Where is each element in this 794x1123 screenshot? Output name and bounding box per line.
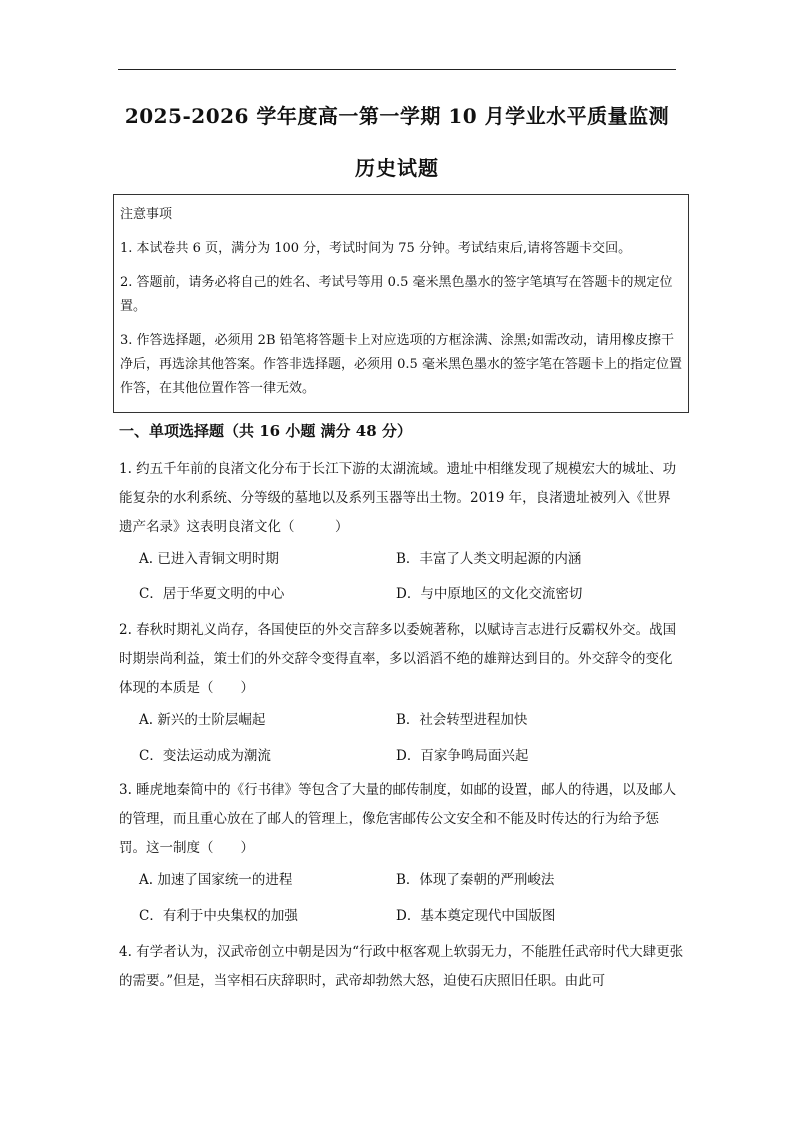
- option-d: D．百家争鸣局面兴起: [396, 748, 529, 764]
- question-stem: 3. 睡虎地秦简中的《行书律》等包含了大量的邮传制度，如邮的设置，邮人的待遇，以及邮人的管理，而且重心放在了邮人的管理上，像危害邮传公文安全和不能及时传达的行为给予惩罚。这一制度（ ）: [119, 782, 677, 856]
- section-title: 一、单项选择题（共 16 小题 满分 48 分）: [119, 422, 412, 440]
- option-b: B．体现了秦朝的严刑峻法: [396, 872, 555, 888]
- question-stem: 2. 春秋时期礼义尚存，各国使臣的外交言辞多以委婉著称，以赋诗言志进行反霸权外交。战国时期崇尚利益，策士们的外交辞令变得直率，多以滔滔不绝的雄辩达到目的。外交辞令的变化体现的本质是（ ）: [119, 622, 677, 696]
- option-a: A. 新兴的士阶层崛起: [139, 712, 266, 728]
- option-a: A. 已进入青铜文明时期: [139, 551, 279, 567]
- option-c: C．居于华夏文明的中心: [139, 586, 285, 602]
- exam-title: 2025-2026 学年度高一第一学期 10 月学业水平质量监测: [124, 104, 670, 128]
- option-d: D．与中原地区的文化交流密切: [396, 586, 583, 602]
- option-c: C．有利于中央集权的加强: [139, 908, 298, 924]
- notice-item: 3. 作答选择题，必须用 2B 铅笔将答题卡上对应选项的方框涂满、涂黑;如需改动，请用橡皮擦干净后，再选涂其他答案。作答非选择题，必须用 0.5 毫米黑色墨水的签字笔在答题卡上的指定位置作答，在其他位置作答一律无效。: [120, 333, 682, 396]
- header-rule: [118, 69, 676, 70]
- option-c: C．变法运动成为潮流: [139, 748, 271, 764]
- option-d: D．基本奠定现代中国版图: [396, 908, 556, 924]
- notice-item: 1. 本试卷共 6 页，满分为 100 分，考试时间为 75 分钟。考试结束后,请将答题卡交回。: [120, 241, 632, 256]
- notice-box: [113, 194, 689, 413]
- exam-subject-title: 历史试题: [355, 156, 439, 180]
- notice-title: 注意事项: [120, 207, 173, 222]
- option-b: B．社会转型进程加快: [396, 712, 528, 728]
- notice-item: 2. 答题前，请务必将自己的姓名、考试号等用 0.5 毫米黑色墨水的签字笔填写在答题卡的规定位置。: [120, 275, 673, 314]
- question-stem: 1. 约五千年前的良渚文化分布于长江下游的太湖流域。遗址中相继发现了规模宏大的城址、功能复杂的水利系统、分等级的墓地以及系列玉器等出土物。2019 年，良渚遗址被列入《世界遗产名录》这表明良渚文化（ ）: [119, 461, 677, 535]
- option-a: A. 加速了国家统一的进程: [139, 872, 293, 888]
- option-b: B．丰富了人类文明起源的内涵: [396, 551, 582, 567]
- question-stem: 4. 有学者认为，汉武帝创立中朝是因为“行政中枢客观上软弱无力，不能胜任武帝时代大肆更张的需要。”但是，当宰相石庆辞职时，武帝却勃然大怒，迫使石庆照旧任职。由此可: [119, 944, 684, 989]
